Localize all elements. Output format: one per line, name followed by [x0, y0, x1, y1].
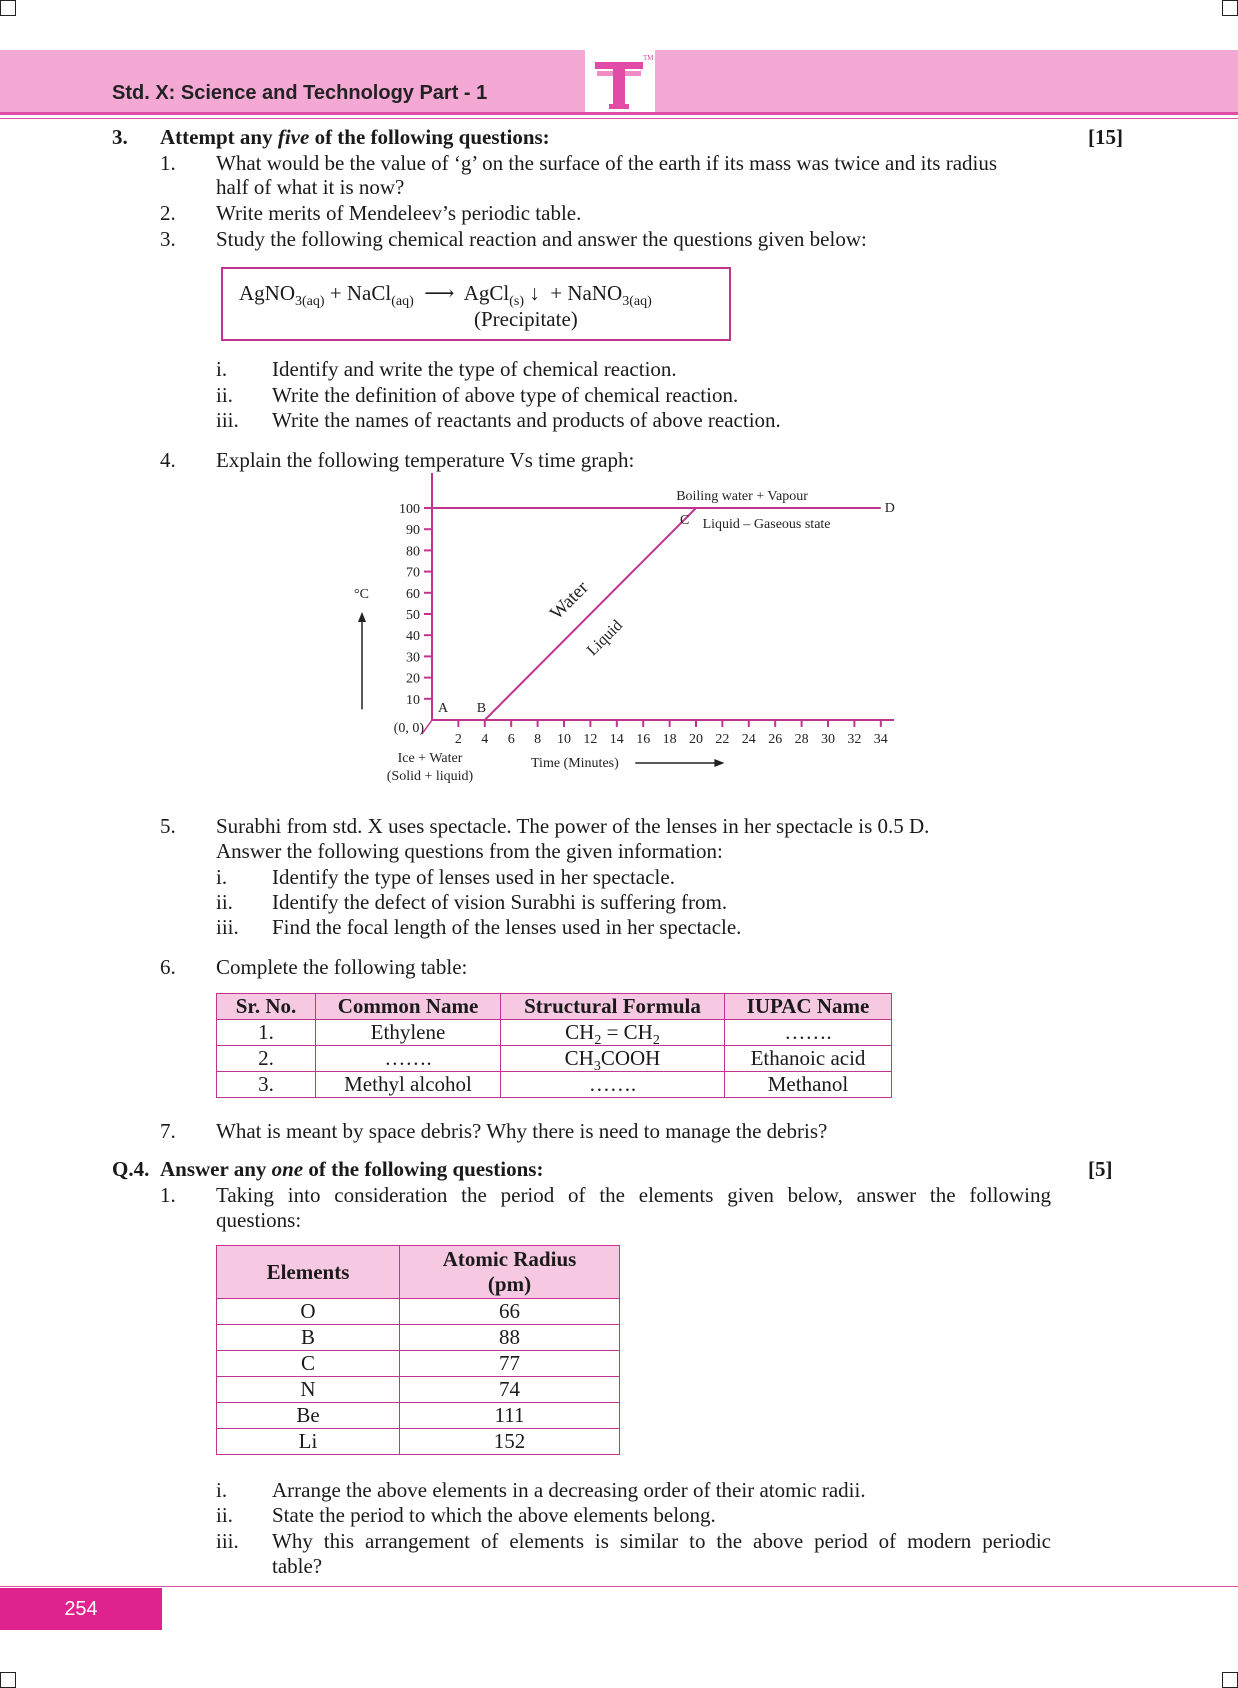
- x-tick-label: 2: [454, 732, 462, 747]
- y-tick-label: 100: [399, 502, 420, 517]
- compound-table-header: [217, 994, 892, 1020]
- q3-heading-pre: Attempt any: [160, 125, 278, 149]
- x-tick-label: 10: [557, 732, 571, 747]
- cell-formula: …….: [501, 1072, 725, 1098]
- cell-sr: 1.: [217, 1020, 316, 1046]
- y-tick-label: 70: [406, 565, 420, 581]
- q4-marks: [5]: [1088, 1157, 1113, 1181]
- q3-6-text: Complete the following table:: [216, 955, 468, 979]
- q3-3-sub-i-num: i.: [216, 357, 228, 381]
- cell-iupac: Methanol: [725, 1072, 892, 1098]
- q3-marks: [15]: [1088, 125, 1123, 149]
- x-tick-label: 20: [689, 732, 703, 747]
- col-structural-formula: Structural Formula: [501, 994, 725, 1020]
- reaction-equation: [239, 281, 652, 310]
- compound-table: [216, 993, 892, 1098]
- q4-1-sub-ii-text: State the period to which the above elements belong.: [272, 1503, 716, 1527]
- y-axis-arrow-icon: [358, 612, 366, 622]
- x-axis-arrow-icon: [714, 759, 724, 767]
- x-tick-label: 32: [847, 732, 862, 747]
- col-common-name: Common Name: [316, 994, 501, 1020]
- q3-number: 3.: [112, 125, 128, 149]
- q3-2-number: 2.: [160, 201, 176, 225]
- cd-sublabel: Liquid – Gaseous state: [702, 517, 831, 532]
- product-nano3-state: 3(aq): [622, 294, 652, 310]
- x-tick-label: 8: [534, 732, 542, 747]
- y-tick-label: 10: [406, 692, 420, 708]
- series-line: [432, 508, 881, 720]
- x-tick-label: 28: [794, 732, 809, 747]
- point-label-a: A: [438, 701, 449, 716]
- q3-3-sub-ii-num: ii.: [216, 383, 233, 407]
- q3-1-number: 1.: [160, 151, 176, 175]
- q4-1-sub-iii-line2: table?: [272, 1554, 323, 1578]
- y-tick-label: 50: [406, 608, 420, 623]
- cell-formula: $CH_2 = CH_2$: [501, 1020, 725, 1046]
- q3-heading-em: five: [277, 125, 310, 149]
- x-tick-label: 6: [507, 732, 515, 747]
- q3-6-number: 6.: [160, 955, 176, 979]
- point-label-d: D: [884, 501, 895, 516]
- y-tick-label: 20: [406, 671, 420, 687]
- q3-3-sub-iii-num: iii.: [216, 408, 239, 432]
- y-tick-label: 90: [406, 523, 420, 539]
- col-elements: Elements: [217, 1246, 400, 1299]
- atomic-radius-table: [216, 1245, 620, 1455]
- cell-common: …….: [316, 1046, 501, 1072]
- q3-heading: [160, 125, 550, 150]
- page-number: 254: [0, 1588, 162, 1630]
- x-axis-label: Time (Minutes): [531, 756, 619, 771]
- q3-3-number: 3.: [160, 227, 176, 251]
- y-tick-label: 60: [406, 586, 420, 602]
- y-tick-label: 30: [406, 650, 420, 666]
- table-row: [217, 1020, 892, 1046]
- bc-label-water: Water: [546, 577, 593, 624]
- x-tick-label: 4: [481, 732, 489, 747]
- table-row: N 74: [217, 1377, 620, 1403]
- x-tick-label: 12: [583, 732, 598, 747]
- product-nano3: + NaNO: [550, 281, 623, 305]
- point-label-c: C: [680, 513, 690, 528]
- q3-5-sub-ii-num: ii.: [216, 890, 233, 914]
- q3-5-sub-i-text: Identify the type of lenses used in her spectacle.: [272, 865, 675, 889]
- header-title: Std. X: Science and Technology Part - 1: [112, 82, 488, 104]
- publisher-logo: [585, 50, 655, 112]
- table-row: O 66: [217, 1299, 620, 1325]
- reactant-nacl: + NaCl: [329, 281, 392, 305]
- q4-1-sub-iii-line1: Why this arrangement of elements is similar to the above period of modern periodic: [272, 1529, 1051, 1553]
- q3-3-text: Study the following chemical reaction and answer the questions given below:: [216, 227, 867, 251]
- q4-1-number: 1.: [160, 1183, 176, 1207]
- x-tick-label: 22: [715, 732, 730, 747]
- x-tick-label: 34: [873, 732, 888, 747]
- y-axis-label: °C: [354, 586, 369, 602]
- atomic-radius-table-header: [217, 1246, 620, 1299]
- q3-1-line1: What would be the value of ‘g’ on the surface of the earth if its mass was twice and its radius: [216, 151, 998, 175]
- q3-3-sub-ii-text: Write the definition of above type of chemical reaction.: [272, 383, 739, 407]
- temperature-time-graph: [340, 489, 895, 800]
- x-tick-label: 16: [636, 732, 651, 747]
- q3-5-sub-iii-num: iii.: [216, 915, 239, 939]
- cell-iupac: …….: [725, 1020, 892, 1046]
- q3-3-sub-iii-text: Write the names of reactants and products of above reaction.: [272, 408, 781, 432]
- cell-sr: 2.: [217, 1046, 316, 1072]
- cd-label: Boiling water + Vapour: [676, 489, 808, 504]
- table-row: B 88: [217, 1325, 620, 1351]
- reaction-box: [221, 267, 731, 341]
- precipitate-label: (Precipitate): [474, 307, 578, 331]
- reactant-agno3-state: 3(aq): [295, 294, 325, 310]
- q4-1-sub-i-text: Arrange the above elements in a decreasing order of their atomic radii.: [272, 1478, 866, 1502]
- logo-t-icon: [585, 50, 655, 112]
- bc-label-liquid: Liquid: [583, 616, 626, 660]
- q4-1-line2: questions:: [216, 1208, 302, 1232]
- crop-mark-top-right: [1222, 0, 1238, 16]
- cell-common: Ethylene: [316, 1020, 501, 1046]
- x-tick-label: 14: [609, 732, 624, 747]
- q3-7-number: 7.: [160, 1119, 176, 1143]
- q3-5-number: 5.: [160, 814, 176, 838]
- ab-label: Ice + Water: [397, 751, 463, 766]
- table-row: [217, 1072, 892, 1098]
- header-rule-thin: [0, 118, 1238, 119]
- cell-common: Methyl alcohol: [316, 1072, 501, 1098]
- crop-mark-bottom-right: [1222, 1672, 1238, 1688]
- col-iupac-name: IUPAC Name: [725, 994, 892, 1020]
- crop-mark-bottom-left: [0, 1672, 16, 1688]
- table-row: Li 152: [217, 1429, 620, 1455]
- x-tick-label: 24: [741, 732, 756, 747]
- x-tick-label: 26: [768, 732, 783, 747]
- footer-rule: [0, 1586, 1238, 1587]
- q3-4-text: Explain the following temperature Vs time graph:: [216, 448, 635, 472]
- q3-3-sub-i-text: Identify and write the type of chemical reaction.: [272, 357, 677, 381]
- q3-4-number: 4.: [160, 448, 176, 472]
- precipitate-arrow-icon: ↓: [529, 281, 540, 305]
- reactant-agno3: AgNO: [239, 281, 295, 305]
- q3-heading-post: of the following questions:: [309, 125, 550, 149]
- origin-label: (0, 0): [393, 721, 424, 736]
- q4-number: Q.4.: [112, 1157, 150, 1181]
- header-rule: [0, 112, 1238, 115]
- table-row: C 77: [217, 1351, 620, 1377]
- q4-1-sub-iii-num: iii.: [216, 1529, 239, 1553]
- q4-1-sub-i-num: i.: [216, 1478, 228, 1502]
- table-row: [217, 1046, 892, 1072]
- ab-sublabel: (Solid + liquid): [386, 769, 474, 784]
- product-agcl-state: (s): [509, 294, 525, 310]
- q3-7-text: What is meant by space debris? Why there is need to manage the debris?: [216, 1119, 828, 1143]
- cell-sr: 3.: [217, 1072, 316, 1098]
- col-atomic-radius: Atomic Radius (pm): [400, 1246, 620, 1299]
- q4-heading: Answer any one of the following questions:: [160, 1157, 544, 1181]
- q3-5-line2: Answer the following questions from the given information:: [216, 839, 723, 863]
- y-tick-label: 40: [406, 629, 420, 645]
- reactant-nacl-state: (aq): [391, 294, 414, 310]
- table-row: Be 111: [217, 1403, 620, 1429]
- logo-tm: TM: [643, 54, 654, 62]
- q3-5-sub-iii-text: Find the focal length of the lenses used in her spectacle.: [272, 915, 742, 939]
- q3-5-sub-i-num: i.: [216, 865, 228, 889]
- product-agcl: AgCl: [463, 281, 510, 305]
- q3-5-line1: Surabhi from std. X uses spectacle. The power of the lenses in her spectacle is 0.5 D.: [216, 814, 930, 838]
- x-tick-label: 18: [662, 732, 677, 747]
- reaction-arrow: ⟶: [424, 281, 455, 305]
- y-tick-label: 80: [406, 544, 420, 560]
- col-sr-no: Sr. No.: [217, 994, 316, 1020]
- crop-mark-top-left: [0, 0, 16, 16]
- q3-5-sub-ii-text: Identify the defect of vision Surabhi is suffering from.: [272, 890, 728, 914]
- x-tick-label: 30: [821, 732, 835, 747]
- point-label-b: B: [476, 701, 487, 716]
- q4-1-sub-ii-num: ii.: [216, 1503, 233, 1527]
- q3-1-line2: half of what it is now?: [216, 175, 405, 199]
- q3-2-text: Write merits of Mendeleev’s periodic table.: [216, 201, 582, 225]
- q4-1-line1: Taking into consideration the period of the elements given below, answer the following: [216, 1183, 1051, 1207]
- cell-formula: $CH_3COOH$: [501, 1046, 725, 1072]
- cell-iupac: Ethanoic acid: [725, 1046, 892, 1072]
